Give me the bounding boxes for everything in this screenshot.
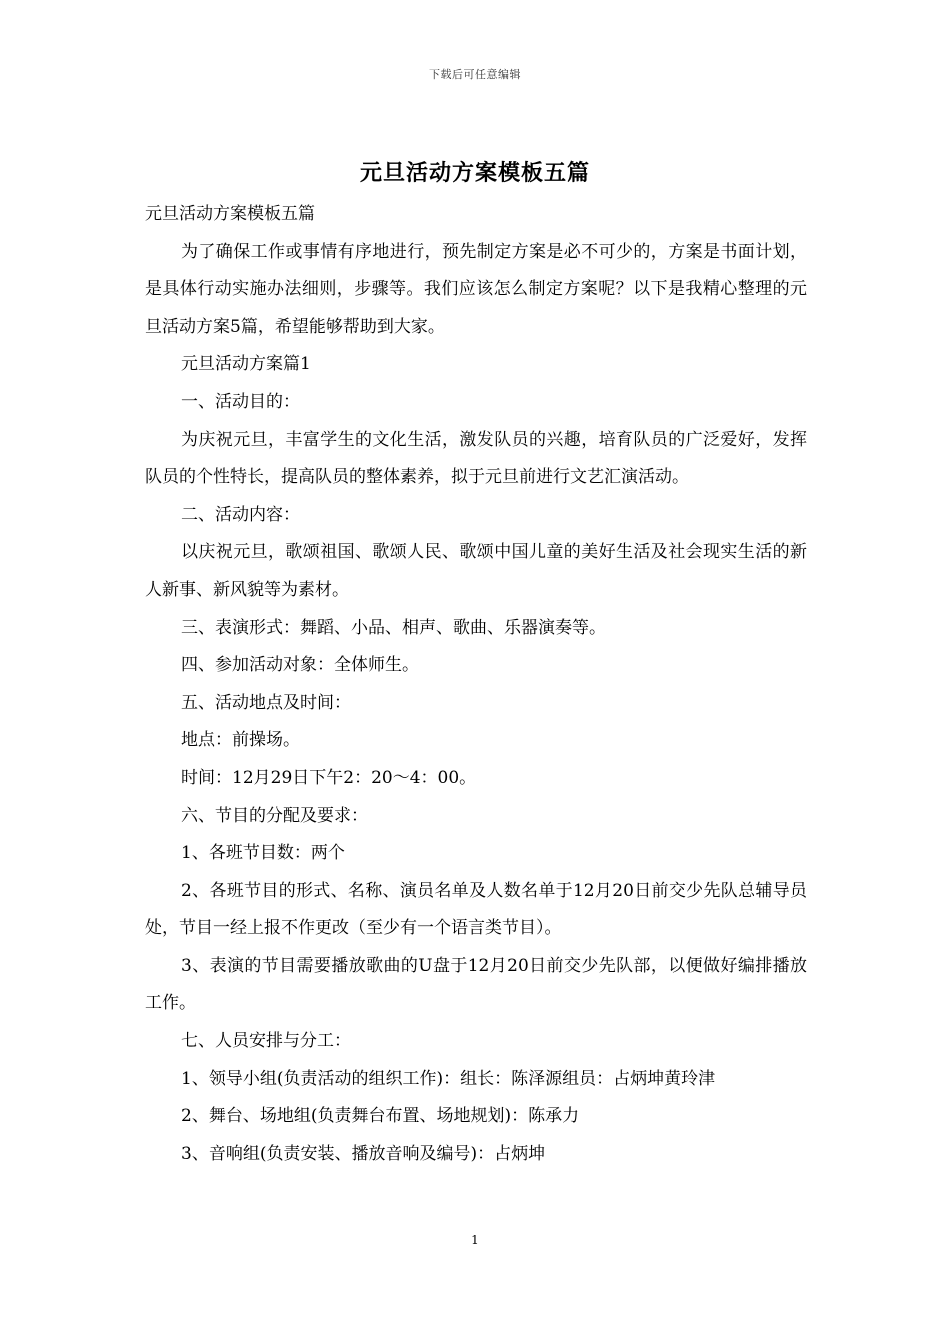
- paragraph-activity-content: 以庆祝元旦，歌颂祖国、歌颂人民、歌颂中国儿童的美好生活及社会现实生活的新人新事、新风貌等为素材。: [145, 542, 807, 600]
- document-title: 元旦活动方案模板五篇: [359, 160, 590, 186]
- list-item-usb-submission: 3、表演的节目需要播放歌曲的U盘于12月20日前交少先队部，以便做好编排播放工作。: [145, 955, 807, 1014]
- heading-activity-purpose: 一、活动目的：: [181, 391, 300, 412]
- paragraph-time: 时间：12月29日下午2：20～4：00。: [181, 767, 477, 788]
- document-body: [145, 196, 807, 1173]
- heading-location-time: 五、活动地点及时间：: [181, 692, 351, 713]
- paragraph-activity-purpose: 为庆祝元旦，丰富学生的文化生活，激发队员的兴趣，培育队员的广泛爱好，发挥队员的个性特长，提高队员的整体素养，拟于元旦前进行文艺汇演活动。: [145, 429, 807, 488]
- list-item-program-submission: 2、各班节目的形式、名称、演员名单及人数名单于12月20日前交少先队总辅导员处，节目一经上报不作更改（至少有一个语言类节目）。: [145, 880, 807, 939]
- heading-activity-content: 二、活动内容：: [181, 504, 300, 525]
- paragraph-performance-forms: 三、表演形式：舞蹈、小品、相声、歌曲、乐器演奏等。: [181, 617, 606, 638]
- paragraph-participants: 四、参加活动对象：全体师生。: [181, 655, 419, 676]
- heading-program-requirements: 六、节目的分配及要求：: [181, 805, 368, 826]
- heading-staff-assignment: 七、人员安排与分工：: [181, 1031, 351, 1052]
- list-item-stage-group: 2、舞台、场地组(负责舞台布置、场地规划)：陈承力: [181, 1106, 580, 1127]
- list-item-leadership-group: 1、领导小组(负责活动的组织工作)：组长：陈泽源组员：占炳坤黄玲津: [181, 1068, 716, 1089]
- list-item-program-count: 1、各班节目数：两个: [181, 843, 345, 864]
- header-note: 下载后可任意编辑: [429, 68, 521, 81]
- page-number: 1: [471, 1233, 479, 1247]
- subtitle-line: 元旦活动方案模板五篇: [145, 204, 315, 224]
- intro-paragraph: 为了确保工作或事情有序地进行，预先制定方案是必不可少的，方案是书面计划，是具体行动实施办法细则，步骤等。我们应该怎么制定方案呢？以下是我精心整理的元旦活动方案5篇，希望能够帮助到大家。: [145, 241, 807, 337]
- paragraph-location: 地点：前操场。: [181, 730, 300, 751]
- list-item-audio-group: 3、音响组(负责安装、播放音响及编号)：占炳坤: [181, 1143, 546, 1164]
- section-heading-plan-1: 元旦活动方案篇1: [181, 354, 311, 375]
